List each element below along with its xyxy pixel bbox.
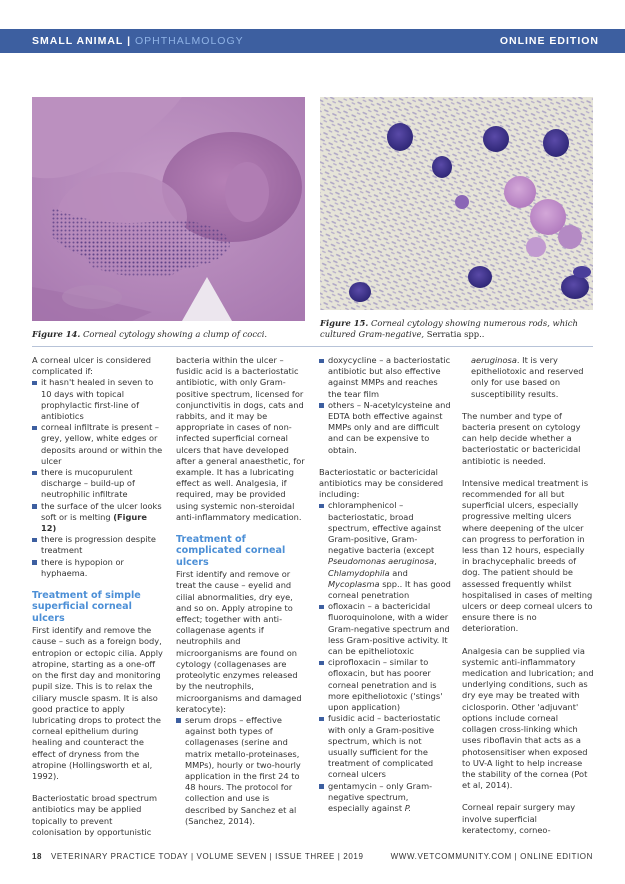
species-name: Pseudomonas aeruginosa bbox=[328, 556, 435, 567]
text-column-2 bbox=[176, 355, 308, 838]
section-name: SMALL ANIMAL bbox=[32, 35, 124, 47]
divider-rule bbox=[32, 346, 593, 347]
bullet-list bbox=[176, 715, 308, 827]
list-item-text: spp.. It has good corneal penetration bbox=[328, 578, 451, 601]
species-name: aeruginosa bbox=[471, 355, 517, 365]
list-item bbox=[319, 781, 451, 815]
footer-left bbox=[32, 852, 364, 861]
page-number: 18 bbox=[32, 852, 43, 861]
figure-15-caption bbox=[320, 318, 593, 340]
list-item bbox=[32, 501, 164, 535]
list-item: others – N-acetylcysteine and EDTA both effective against MMPs only and are difficult and can be expensive to obtain. bbox=[319, 400, 451, 456]
bullet-list bbox=[462, 355, 594, 400]
figure-14-image bbox=[32, 97, 305, 321]
paragraph: First identify and remove the cause – such as a foreign body, entropion or ectopic cilia. Apply atropine, starting as a one-off on the first day and monitoring pupil size. This is to relax the ciliary muscle spasm. It is also good practice to apply lubricating drops to protect the corneal epithelium during healing and counteract the effect of dryness from the atropine (Hollingsworth et al, 1992). bbox=[32, 625, 163, 781]
figure-14-caption bbox=[32, 329, 305, 340]
text-column-1 bbox=[32, 355, 164, 849]
list-item-continued bbox=[462, 355, 594, 400]
header-bar bbox=[0, 29, 625, 53]
list-item-text: and bbox=[392, 567, 408, 578]
list-item-text: the surface of the ulcer looks soft or is melting bbox=[41, 500, 162, 522]
figure-15-image bbox=[320, 97, 593, 310]
list-item-text: gentamycin – only Gram-negative spectrum, especially against bbox=[328, 780, 433, 813]
page-footer bbox=[32, 852, 593, 861]
list-item: corneal infiltrate is present – grey, yellow, white edges or deposits around or within the ulcer bbox=[32, 422, 164, 467]
list-item: it hasn't healed in seven to 10 days with topical prophylactic first-line of antibiotics bbox=[32, 377, 164, 422]
paragraph: Bacteriostatic broad spectrum antibiotics may be applied topically to prevent colonisation by opportunistic bbox=[32, 793, 158, 837]
paragraph: Intensive medical treatment is recommended for all but superficial ulcers, especially progressive melting ulcers where deepening of the ulcer can progress to perforation in less than 12 hours, especially in brachycephalic breeds of dog. The patient should be assessed frequently whilst hospitalised in cases of melting ulcers or deep corneal ulcers to ensure there is no deterioration. bbox=[462, 477, 593, 634]
bullet-list bbox=[319, 500, 451, 814]
section-title bbox=[32, 35, 244, 47]
caption-text: Corneal cytology showing numerous rods, which cultured Gram-negative, bbox=[320, 318, 578, 339]
paragraph: Analgesia can be supplied via systemic anti-inflammatory medication and lubrication; and underlying conditions, such as dry eye may be treated with ciclosporin. Other 'adjuvant' options include corneal collagen cross-linking which uses riboflavin that acts as a photosensitiser when exposed to UV-A light to help increase the stability of the cornea (Pot et al, 2014). bbox=[462, 645, 594, 791]
text-column-3 bbox=[319, 355, 451, 825]
species-name: Chlamydophila bbox=[328, 567, 390, 578]
list-item: fusidic acid – bacteriostatic with only a Gram-positive spectrum, which is not usually sufficient for the treatment of complicated corneal ulcers bbox=[319, 713, 451, 780]
list-item: chloramphenicol – bacteriostatic, broad spectrum, effective against Gram-positive, Gram-negative bacteria (except Pseudomonas aeruginosa, Chlamydophila and Mycoplasma spp.. It has good corneal penetration bbox=[319, 500, 451, 601]
subsection-name: OPHTHALMOLOGY bbox=[134, 35, 244, 47]
list-item: there is mucopurulent discharge – build-up of neutrophilic infiltrate bbox=[32, 467, 164, 501]
paragraph: Bacteriostatic or bactericidal antibiotics may be considered including: bbox=[319, 466, 444, 500]
publication-info: VETERINARY PRACTICE TODAY | VOLUME SEVEN | ISSUE THREE | 2019 bbox=[50, 852, 364, 861]
cytology-rods-image bbox=[320, 97, 593, 310]
section-heading: Treatment of simple superficial corneal ulcers bbox=[32, 590, 141, 624]
caption-label: Figure 15. bbox=[320, 318, 369, 328]
species-name: Mycoplasma bbox=[328, 578, 380, 589]
list-item: ciprofloxacin – similar to ofloxacin, but has poorer corneal penetration and is more epitheliotoxic ('stings' upon application) bbox=[319, 657, 451, 713]
list-item: there is hypopion or hyphaema. bbox=[32, 557, 164, 579]
caption-label: Figure 14. bbox=[32, 329, 81, 339]
text-column-4 bbox=[462, 355, 594, 847]
paragraph: First identify and remove or treat the cause – eyelid and cilial abnormalities, dry eye, and so on. Apply atropine to effect; together with anti-collagenase agents if neutrophils and microorganisms are found on cytology (collagenases are proteolytic enzymes released by the neutrophils, microorganisms and damaged keratocyte): bbox=[176, 569, 302, 714]
footer-right: WWW.VETCOMMUNITY.COM | ONLINE EDITION bbox=[390, 852, 593, 861]
paragraph: The number and type of bacteria present on cytology can help decide whether a bacteriostatic or bactericidal antibiotic is needed. bbox=[462, 410, 581, 466]
list-item: ofloxacin – a bactericidal fluoroquinolone, with a wider Gram-negative spectrum and less Gram-positive activity. It can be epitheliotoxic bbox=[319, 601, 451, 657]
figure-reference: (Figure 12) bbox=[41, 511, 147, 534]
list-item-text: . It is very epitheliotoxic and reserved only for use based on susceptibility results. bbox=[471, 355, 584, 399]
cytology-cocci-image bbox=[32, 97, 305, 321]
species-name: P. bbox=[404, 802, 412, 813]
paragraph: A corneal ulcer is considered complicated if: bbox=[32, 355, 151, 377]
bullet-list bbox=[32, 377, 164, 579]
list-item: serum drops – effective against both types of collagenases (serine and matrix metallo-proteinases, MMPs), hourly or two-hourly application in the first 24 to 48 hours. The protocol for collection and use is described by Sanchez et al (Sanchez, 2014). bbox=[176, 715, 308, 827]
bullet-list bbox=[319, 355, 451, 456]
edition-label: ONLINE EDITION bbox=[499, 35, 599, 47]
list-item: doxycycline – a bacteriostatic antibiotic but also effective against MMPs and reaches the tear film bbox=[319, 355, 451, 400]
section-heading: Treatment of complicated corneal ulcers bbox=[176, 534, 286, 568]
section-separator: | bbox=[127, 35, 132, 47]
paragraph: Corneal repair surgery may involve superficial keratectomy, corneo- bbox=[462, 802, 576, 835]
list-item-text: chloramphenicol – bacteriostatic, broad spectrum, effective against Gram-positive, Gram-negative bacteria (except bbox=[328, 500, 442, 556]
paragraph: bacteria within the ulcer – fusidic acid is a bacteriostatic antibiotic, with only Gram-positive spectrum, licensed for conjunctivitis in dogs, cats and rabbits, and it may be appropriate in cases of non-infected superficial corneal ulcers that have developed after a general anaesthetic, for example. It has a lubricating effect as well. Analgesia, if required, may be provided using systemic non-steroidal anti-inflammatory medication. bbox=[176, 355, 305, 522]
list-item: there is progression despite treatment bbox=[32, 534, 164, 556]
caption-text: Corneal cytology showing a clump of cocci. bbox=[82, 329, 268, 339]
caption-tail: Serratia spp.. bbox=[426, 329, 485, 339]
